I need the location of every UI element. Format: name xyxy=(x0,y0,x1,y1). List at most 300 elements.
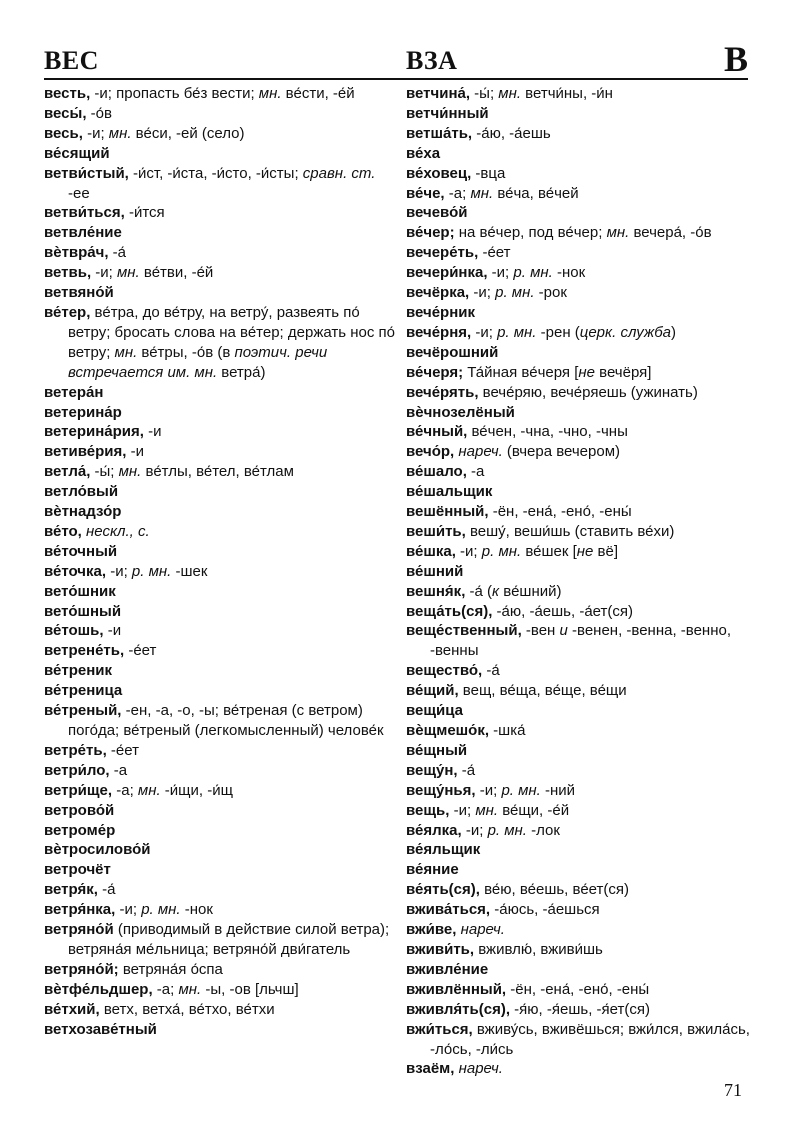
entry-headword: ветря́нка, xyxy=(44,901,116,919)
dictionary-entry xyxy=(44,1020,396,1040)
dictionary-entry xyxy=(406,144,752,164)
dictionary-entry xyxy=(406,621,752,661)
entry-text: -и́ст, -и́ста, -и́сто, -и́сты; xyxy=(128,164,303,182)
dictionary-entry xyxy=(44,781,396,801)
dictionary-entry xyxy=(44,542,396,562)
entry-text: -шек xyxy=(171,562,208,580)
dictionary-entry xyxy=(44,482,396,502)
dictionary-entry xyxy=(44,960,396,980)
dictionary-entry xyxy=(44,243,396,263)
dictionary-entry xyxy=(44,203,396,223)
entry-text: ве́тра, до ве́тру, на ветру́, развеять по́ ветру; бросать слова на ве́тер; держать нос по́ ветру; xyxy=(68,303,395,361)
dictionary-entry xyxy=(44,283,396,303)
dictionary-entry xyxy=(406,363,752,383)
dictionary-entry xyxy=(44,801,396,821)
entry-headword: ветрово́й xyxy=(44,801,115,819)
entry-label: нареч. xyxy=(458,443,503,461)
entry-text: вживлю́, вживи́шь xyxy=(474,940,603,958)
entry-headword: ве́точка, xyxy=(44,562,107,580)
dictionary-entry xyxy=(44,641,396,661)
entry-headword: вечёрка, xyxy=(406,284,470,302)
dictionary-entry xyxy=(44,422,396,442)
entry-text: -а́ xyxy=(108,244,127,262)
entry-label: нареч. xyxy=(460,921,505,939)
section-letter: В xyxy=(723,39,748,79)
dictionary-entry xyxy=(44,442,396,462)
page-header xyxy=(44,40,748,80)
running-head-left: ВЕС xyxy=(44,46,99,75)
dictionary-entry xyxy=(406,1000,752,1020)
entry-headword: ветрене́ть, xyxy=(44,642,125,660)
dictionary-entry xyxy=(406,403,752,423)
dictionary-entry xyxy=(406,522,752,542)
entry-text: -нок xyxy=(552,264,586,282)
entry-headword: вѐтросилово́й xyxy=(44,841,151,859)
entry-text: -а; xyxy=(152,980,179,998)
dictionary-entry xyxy=(44,821,396,841)
entry-label: мн. xyxy=(118,463,142,481)
entry-headword: вжива́ться, xyxy=(406,901,491,919)
entry-headword: ве́шальщик xyxy=(406,483,493,501)
entry-label: р. мн. xyxy=(495,284,535,302)
entry-text: -а́юсь, -а́ешься xyxy=(490,901,600,919)
dictionary-entry xyxy=(44,621,396,641)
entry-headword: вече́рник xyxy=(406,303,475,321)
entry-headword: ве́чер; xyxy=(406,224,455,242)
dictionary-entry xyxy=(406,960,752,980)
entry-label: мн. xyxy=(606,224,630,242)
entry-text: вещ, ве́ща, ве́ще, ве́щи xyxy=(458,682,627,700)
dictionary-entry xyxy=(406,343,752,363)
entry-text: ) xyxy=(671,323,677,341)
entry-headword: ве́треник xyxy=(44,662,113,680)
entry-text: -о́в xyxy=(86,104,112,122)
entry-text: -и; xyxy=(455,542,482,560)
entry-headword: ветхозаве́тный xyxy=(44,1020,157,1038)
entry-label: не xyxy=(578,363,595,381)
dictionary-entry xyxy=(406,1059,752,1079)
entry-headword: ве́щный xyxy=(406,741,468,759)
dictionary-entry xyxy=(406,661,752,681)
entry-text: -и́щи, -и́щ xyxy=(160,781,233,799)
entry-text: -ы́; xyxy=(470,85,499,102)
dictionary-entry xyxy=(406,263,752,283)
dictionary-entry xyxy=(406,701,752,721)
entry-text: -ён, -ена́, -ено́, -ены́ xyxy=(506,980,650,998)
entry-text: вече́ряю, вече́ряешь (ужинать) xyxy=(478,383,698,401)
entry-headword: вече́рня, xyxy=(406,323,472,341)
entry-headword: ветвь, xyxy=(44,264,92,282)
entry-headword: вѐчнозелёный xyxy=(406,403,515,421)
entry-text: -и xyxy=(126,443,144,461)
entry-label: мн. xyxy=(498,85,522,102)
entry-text: -и́тся xyxy=(124,204,165,222)
entry-headword: ветерина́р xyxy=(44,403,122,421)
entry-text: -ы, -ов [льчш] xyxy=(201,980,299,998)
dictionary-entry xyxy=(406,562,752,582)
entry-text: -рен ( xyxy=(536,323,580,341)
dictionary-entry xyxy=(44,124,396,144)
entry-headword: ве́че, xyxy=(406,184,445,202)
dictionary-entry xyxy=(406,880,752,900)
entry-headword: ветви́ться, xyxy=(44,204,125,222)
entry-headword: ве́черя; xyxy=(406,363,464,381)
entry-headword: вечо́р, xyxy=(406,443,455,461)
entry-text: -и; xyxy=(106,562,132,580)
entry-text: ве́си, -ей (село) xyxy=(131,124,245,142)
entry-text: -и; xyxy=(449,801,476,819)
dictionary-entry xyxy=(44,144,396,164)
entry-headword: ве́ять(ся), xyxy=(406,881,480,899)
entry-label: р. мн. xyxy=(513,264,553,282)
dictionary-entry xyxy=(406,721,752,741)
dictionary-entry xyxy=(406,761,752,781)
dictionary-entry xyxy=(406,781,752,801)
entry-label: поэтич. речи встречается им. мн. xyxy=(68,343,328,381)
entry-headword: ветло́вый xyxy=(44,483,119,501)
entry-text: ве́шний) xyxy=(499,582,562,600)
entry-headword: вѐщмешо́к, xyxy=(406,722,489,739)
entry-text: -а́ xyxy=(482,662,500,680)
dictionary-entry xyxy=(406,383,752,403)
entry-headword: ве́точный xyxy=(44,542,118,560)
entry-headword: ветерина́рия, xyxy=(44,423,144,441)
entry-headword: ве́чный, xyxy=(406,423,468,441)
entry-headword: ветера́н xyxy=(44,383,104,401)
entry-label: мн. xyxy=(470,184,494,202)
entry-text: -и; xyxy=(115,901,142,919)
entry-headword: ве́щий, xyxy=(406,682,459,700)
entry-headword: ве́тер, xyxy=(44,303,91,321)
entry-text: -и; xyxy=(475,781,502,799)
entry-headword: вещу́н, xyxy=(406,761,458,779)
entry-headword: вживи́ть, xyxy=(406,940,475,958)
entry-text: -шка́ xyxy=(489,722,526,739)
entry-text: вё] xyxy=(593,542,619,560)
dictionary-entry xyxy=(44,84,396,104)
entry-text: -и xyxy=(143,423,162,441)
entry-text: -и; пропасть бе́з вести; xyxy=(90,85,259,102)
entry-headword: вещь, xyxy=(406,801,450,819)
entry-headword: вжи́ться, xyxy=(406,1020,473,1038)
entry-text: -и; xyxy=(469,284,496,302)
entry-text: ве́сти, -е́й xyxy=(281,85,355,102)
entry-headword: вето́шный xyxy=(44,602,122,620)
dictionary-entry xyxy=(406,681,752,701)
dictionary-entry xyxy=(44,741,396,761)
dictionary-entry xyxy=(44,502,396,522)
dictionary-entry xyxy=(406,442,752,462)
entry-text: вечёря] xyxy=(594,363,652,381)
entry-text: -и; xyxy=(471,323,498,341)
entry-headword: вечере́ть, xyxy=(406,244,479,262)
entry-headword: вѐтфе́льдшер, xyxy=(44,980,153,998)
dictionary-entry xyxy=(44,562,396,582)
entry-headword: взаём, xyxy=(406,1060,455,1078)
dictionary-entry xyxy=(406,582,752,602)
entry-text: -и; xyxy=(82,124,109,142)
entry-headword: ве́шка, xyxy=(406,542,456,560)
entry-headword: ветряно́й xyxy=(44,921,114,939)
dictionary-entry xyxy=(406,502,752,522)
entry-headword: весть, xyxy=(44,85,91,102)
entry-headword: вживле́ние xyxy=(406,960,489,978)
entry-text: ве́ю, ве́ешь, ве́ет(ся) xyxy=(479,881,629,899)
dictionary-entry xyxy=(406,124,752,144)
dictionary-entry xyxy=(406,1020,752,1060)
entry-label: мн. xyxy=(258,85,282,102)
dictionary-entry xyxy=(44,522,396,542)
entry-headword: ве́шало, xyxy=(406,463,467,481)
dictionary-entry xyxy=(44,761,396,781)
dictionary-entry xyxy=(44,840,396,860)
page-number: 71 xyxy=(724,1080,742,1100)
dictionary-entry xyxy=(44,980,396,1000)
entry-headword: вещество́, xyxy=(406,662,483,680)
entry-text: ве́щи, -е́й xyxy=(498,801,570,819)
entry-text: ветра́) xyxy=(217,363,266,381)
dictionary-entry xyxy=(44,661,396,681)
entry-label: нескл., с. xyxy=(86,522,150,540)
entry-label: мн. xyxy=(108,124,132,142)
entry-headword: ветша́ть, xyxy=(406,124,473,142)
dictionary-entry xyxy=(406,821,752,841)
entry-text: -е́ет xyxy=(106,741,139,759)
dictionary-entry xyxy=(44,880,396,900)
entry-label: мн. xyxy=(137,781,161,799)
dictionary-entry xyxy=(44,1000,396,1020)
entry-text: ветх, ветха́, ве́тхо, ве́тхи xyxy=(99,1000,275,1018)
entry-text: -а́ ( xyxy=(465,582,493,600)
entry-text: ветряна́я о́спа xyxy=(118,960,223,978)
dictionary-entry xyxy=(406,840,752,860)
entry-text: -я́ю, -я́ешь, -я́ет(ся) xyxy=(510,1000,650,1018)
entry-label: к xyxy=(492,582,500,600)
dictionary-entry xyxy=(406,243,752,263)
entry-headword: ветвле́ние xyxy=(44,224,122,242)
entry-headword: вето́шник xyxy=(44,582,116,600)
entry-headword: ветри́ло, xyxy=(44,761,110,779)
entry-text: ветчи́ны, -и́н xyxy=(521,85,613,102)
entry-headword: ве́яльщик xyxy=(406,841,481,859)
entry-label: нареч. xyxy=(458,1060,503,1078)
entry-headword: ветроме́р xyxy=(44,821,116,839)
entry-text: ве́чен, -чна, -чно, -чны xyxy=(467,423,628,441)
entry-text: (приводимый в действие силой ветра); ветряна́я ме́льница; ветряно́й дви́гатель xyxy=(68,921,390,958)
entry-text: -и xyxy=(103,622,122,640)
entry-headword: ветиве́рия, xyxy=(44,443,127,461)
entry-headword: ветчи́нный xyxy=(406,104,489,122)
dictionary-entry xyxy=(44,701,396,741)
entry-headword: весы́, xyxy=(44,104,87,122)
dictionary-entry xyxy=(44,164,396,204)
entry-label: р. мн. xyxy=(501,781,541,799)
entry-text: вешу́, веши́шь (ставить ве́хи) xyxy=(465,522,675,540)
dictionary-entry xyxy=(406,422,752,442)
entry-text: -рок xyxy=(534,284,567,302)
entry-headword: вѐтвра́ч, xyxy=(44,244,109,262)
entry-headword: ве́треница xyxy=(44,682,123,700)
entry-headword: ве́яние xyxy=(406,861,459,879)
entry-label: церк. служба xyxy=(579,323,672,341)
entry-headword: вещу́нья, xyxy=(406,781,476,799)
dictionary-entry xyxy=(406,940,752,960)
dictionary-entry xyxy=(406,920,752,940)
entry-headword: вешённый, xyxy=(406,503,489,521)
entry-headword: вживля́ть(ся), xyxy=(406,1000,511,1018)
entry-text: -ен, -а, -о, -ы; ве́треная (с ветром) пого́да; ве́треный (легкомысленный) челове́к xyxy=(68,702,384,739)
dictionary-entry xyxy=(406,323,752,343)
entry-label: и xyxy=(559,622,568,640)
entry-label: мн. xyxy=(475,801,499,819)
dictionary-entry xyxy=(44,582,396,602)
dictionary-entry xyxy=(44,223,396,243)
entry-text: -а xyxy=(109,761,128,779)
entry-text: ве́тви, -е́й xyxy=(139,264,214,282)
entry-headword: ветри́ще, xyxy=(44,781,113,799)
entry-text: -лок xyxy=(526,821,560,839)
entry-label: сравн. ст. xyxy=(302,164,376,182)
entry-text: -а; xyxy=(444,184,471,202)
entry-text: вживу́сь, вживёшься; вжи́лся, вжила́сь, -ло́сь, -ли́сь xyxy=(430,1020,750,1058)
dictionary-entry xyxy=(44,303,396,383)
dictionary-entry xyxy=(44,462,396,482)
entry-text: ве́тры, -о́в (в xyxy=(137,343,235,361)
entry-text: ве́тлы, ве́тел, ве́тлам xyxy=(141,463,294,481)
entry-headword: весь, xyxy=(44,124,83,142)
dictionary-entry xyxy=(406,303,752,323)
entry-headword: ветла́, xyxy=(44,463,91,481)
entry-text: -е́ет xyxy=(478,244,511,262)
entry-text: -венен, -венна, -венно, -венны xyxy=(430,622,732,660)
dictionary-entry xyxy=(406,801,752,821)
entry-headword: ве́треный, xyxy=(44,702,122,720)
entry-text: -ён, -ена́, -ено́, -ены́ xyxy=(488,503,632,521)
dictionary-entry xyxy=(44,920,396,960)
entry-text: -ее xyxy=(68,184,90,202)
dictionary-entry xyxy=(406,482,752,502)
entry-label: р. мн. xyxy=(497,323,537,341)
entry-headword: вешня́к, xyxy=(406,582,466,600)
dictionary-entry xyxy=(44,900,396,920)
entry-text: -вца xyxy=(471,164,506,182)
entry-label: мн. xyxy=(114,343,138,361)
entry-headword: вѐтнадзо́р xyxy=(44,503,122,521)
entry-headword: ве́ховец, xyxy=(406,164,472,182)
entry-headword: ветрочёт xyxy=(44,861,111,879)
entry-label: мн. xyxy=(178,980,202,998)
entry-headword: вечери́нка, xyxy=(406,264,488,282)
entry-text: -и; xyxy=(461,821,488,839)
entry-headword: вечево́й xyxy=(406,204,468,222)
entry-label: р. мн. xyxy=(487,821,527,839)
dictionary-entry xyxy=(44,263,396,283)
entry-text: -а xyxy=(466,463,485,481)
entry-text: -ний xyxy=(540,781,576,799)
entry-headword: вече́рять, xyxy=(406,383,479,401)
entry-headword: веши́ть, xyxy=(406,522,466,540)
entry-headword: ве́шний xyxy=(406,562,464,580)
entry-text: -а; xyxy=(112,781,138,799)
entry-text: ве́ча, ве́чей xyxy=(493,184,579,202)
entry-label: не xyxy=(576,542,594,560)
dictionary-entry xyxy=(406,84,752,104)
dictionary-entry xyxy=(406,104,752,124)
entry-text: -ы́; xyxy=(90,463,119,481)
entry-text: -а́ю, -а́ешь xyxy=(472,124,551,142)
entry-headword: ветряно́й; xyxy=(44,960,119,978)
dictionary-entry xyxy=(406,223,752,243)
dictionary-entry xyxy=(44,602,396,622)
header-rule xyxy=(44,78,748,80)
entry-text: -вен xyxy=(521,622,560,640)
entry-headword: веще́ственный, xyxy=(406,622,522,640)
dictionary-entry xyxy=(406,283,752,303)
dictionary-entry xyxy=(406,741,752,761)
dictionary-entry xyxy=(406,184,752,204)
entry-headword: вживлённый, xyxy=(406,980,507,998)
entry-headword: ве́сящий xyxy=(44,144,110,162)
entry-headword: ветря́к, xyxy=(44,881,98,899)
entry-text: на ве́чер, под ве́чер; xyxy=(454,224,607,242)
entry-headword: веща́ть(ся), xyxy=(406,602,493,620)
entry-headword: ве́тошь, xyxy=(44,622,104,640)
entry-text: Та́йная ве́черя [ xyxy=(463,363,579,381)
entry-text: -и; xyxy=(487,264,514,282)
dictionary-entry xyxy=(406,462,752,482)
dictionary-entry xyxy=(44,681,396,701)
dictionary-entry xyxy=(44,383,396,403)
right-column xyxy=(406,84,752,1079)
dictionary-entry xyxy=(406,542,752,562)
entry-headword: ве́то, xyxy=(44,522,82,540)
entry-headword: ве́ялка, xyxy=(406,821,462,839)
entry-headword: вещи́ца xyxy=(406,702,463,720)
entry-text: -е́ет xyxy=(124,642,157,660)
entry-text: вечера́, -о́в xyxy=(629,224,712,242)
dictionary-entry xyxy=(406,860,752,880)
entry-text: ве́шек [ xyxy=(521,542,577,560)
entry-headword: ве́тхий, xyxy=(44,1000,100,1018)
entry-text: -а́ xyxy=(97,881,116,899)
entry-text: (вчера вечером) xyxy=(502,443,621,461)
entry-headword: ве́ха xyxy=(406,144,441,162)
left-column xyxy=(44,84,396,1040)
entry-text: -нок xyxy=(180,901,213,919)
entry-text: -а́ xyxy=(457,761,476,779)
dictionary-entry xyxy=(44,104,396,124)
dictionary-entry xyxy=(406,900,752,920)
dictionary-entry xyxy=(406,602,752,622)
dictionary-entry xyxy=(44,860,396,880)
entry-headword: вжи́ве, xyxy=(406,921,457,939)
entry-label: р. мн. xyxy=(131,562,172,580)
entry-headword: вечёрошний xyxy=(406,343,499,361)
entry-label: р. мн. xyxy=(141,901,181,919)
entry-headword: ветви́стый, xyxy=(44,164,129,182)
dictionary-entry xyxy=(44,403,396,423)
entry-label: мн. xyxy=(117,264,140,282)
entry-headword: ветчина́, xyxy=(406,85,471,102)
dictionary-entry xyxy=(406,164,752,184)
entry-headword: ветре́ть, xyxy=(44,741,107,759)
running-head-right: ВЗА xyxy=(406,46,458,75)
entry-headword: ветвяно́й xyxy=(44,284,114,302)
entry-text: -и; xyxy=(91,264,118,282)
entry-label: р. мн. xyxy=(481,542,522,560)
dictionary-entry xyxy=(406,203,752,223)
entry-text: -а́ю, -а́ешь, -а́ет(ся) xyxy=(492,602,633,620)
